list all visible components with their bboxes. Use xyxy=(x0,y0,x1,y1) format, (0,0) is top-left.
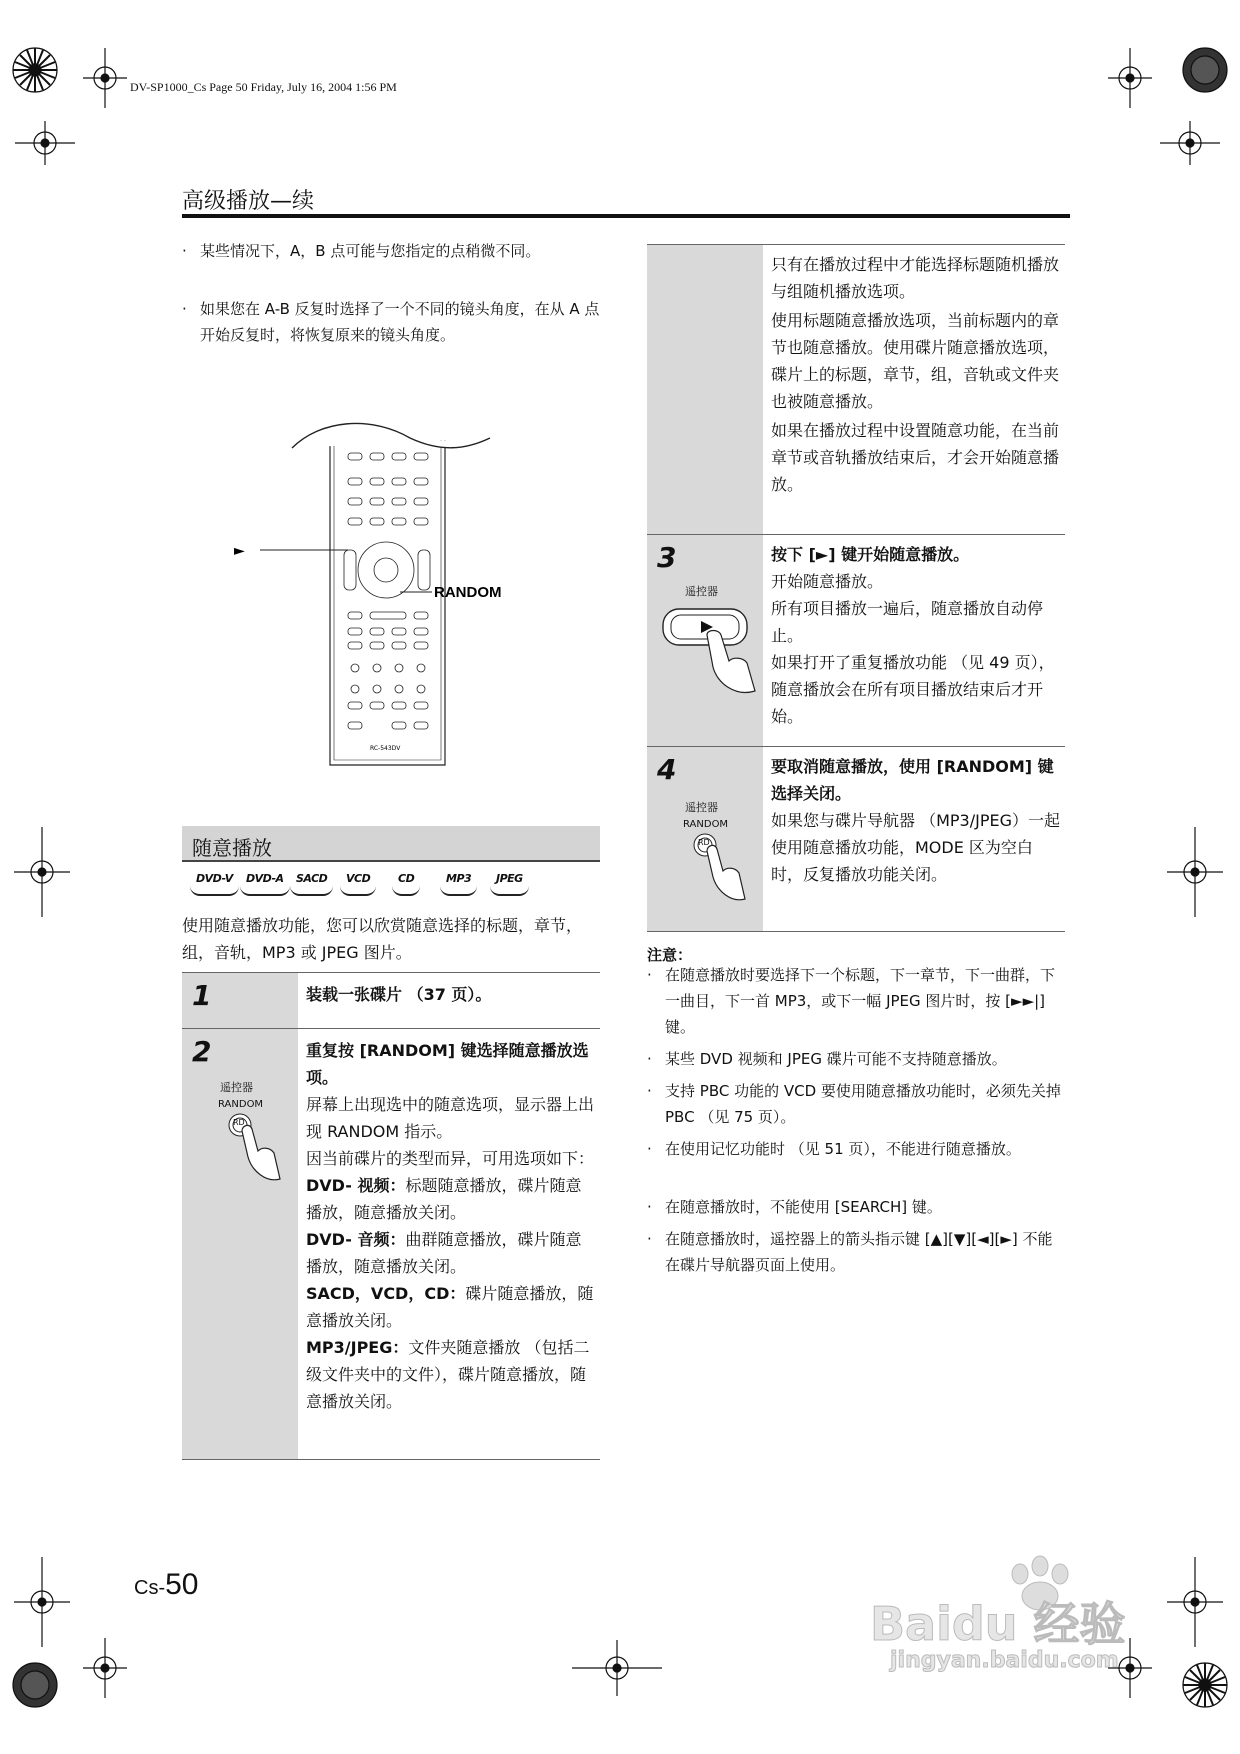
step-heading: 重复按 [RANDOM] 键选择随意播放选项。 xyxy=(306,1041,589,1087)
step-paragraph: 使用标题随意播放选项，当前标题内的章节也随意播放。使用碟片随意播放选项，碟片上的标题，章节，组，音轨或文件夹也被随意播放。 xyxy=(771,311,1060,411)
remote-label: 遥控器 xyxy=(220,1081,253,1094)
print-slug: DV-SP1000_Cs Page 50 Friday, July 16, 2004 1:56 PM xyxy=(130,80,397,94)
disc-badge-jpeg: JPEG xyxy=(490,872,529,896)
button-text: RD xyxy=(698,838,710,847)
step-heading: 按下 [►] 键开始随意播放。 xyxy=(771,545,970,564)
step-paragraph: 如果打开了重复播放功能 （见 49 页），随意播放会在所有项目播放结束后才开始。 xyxy=(771,653,1055,726)
registration-circle-icon xyxy=(1183,48,1227,92)
remote-label: 遥控器 xyxy=(685,801,718,814)
note-item: · 在随意播放时，遥控器上的箭头指示键 [▲][▼][◄][►] 不能在碟片导航器页面上使用。 xyxy=(647,1230,1053,1274)
step-3 xyxy=(647,534,1065,747)
step-4 xyxy=(647,746,1065,932)
button-label: RANDOM xyxy=(218,1099,264,1110)
note-item: · 在随意播放时，不能使用 [SEARCH] 键。 xyxy=(647,1198,942,1216)
play-button-hand-icon xyxy=(661,605,761,715)
note-item: · 支持 PBC 功能的 VCD 要使用随意播放功能时，必须先关掉 PBC （见 75 页）。 xyxy=(647,1082,1061,1126)
page-number: Cs-50 xyxy=(134,1568,199,1601)
step-paragraph: 只有在播放过程中才能选择标题随机播放与组随机播放选项。 xyxy=(771,255,1060,301)
disc-badge-vcd: VCD xyxy=(340,872,376,896)
disc-badge-cd: CD xyxy=(392,872,420,896)
note-item: · 在使用记忆功能时 （见 51 页），不能进行随意播放。 xyxy=(647,1140,1021,1158)
step-number: 1 xyxy=(192,979,212,1012)
remote-control-illustration xyxy=(234,420,590,780)
registration-circle-icon xyxy=(13,1663,57,1707)
notes-heading: 注意： xyxy=(647,946,693,964)
step-paragraph: 开始随意播放。 xyxy=(771,572,884,591)
step-2 xyxy=(182,1028,600,1460)
disc-badge-dvd-a: DVD-A xyxy=(240,872,290,896)
title-rule xyxy=(182,214,1070,218)
note-item: · 在随意播放时要选择下一个标题，下一章节，下一曲群，下一曲目，下一首 MP3，或下一幅 JPEG 图片时，按 [►►|] 键。 xyxy=(647,966,1056,1036)
registration-starburst-icon xyxy=(13,48,57,92)
step-1 xyxy=(182,972,600,1029)
step-number: 2 xyxy=(192,1035,212,1068)
button-text: RD xyxy=(233,1118,245,1127)
step-2-continued xyxy=(647,244,1065,535)
step-paragraph: 因当前碟片的类型而异，可用选项如下： xyxy=(306,1149,595,1168)
step-paragraph: 屏幕上出现选中的随意选项，显示器上出现 RANDOM 指示。 xyxy=(306,1095,595,1141)
random-intro: 使用随意播放功能，您可以欣赏随意选择的标题，章节，组，音轨，MP3 或 JPEG 图片。 xyxy=(182,916,583,962)
disc-badge-dvd-v: DVD-V xyxy=(190,872,239,896)
step-paragraph: 如果在播放过程中设置随意功能，在当前章节或音轨播放结束后，才会开始随意播放。 xyxy=(771,421,1060,494)
page-title: 高级播放—续 xyxy=(182,189,315,214)
button-label: RANDOM xyxy=(683,819,729,830)
watermark-url: jingyan.baidu.com xyxy=(890,1648,1119,1673)
section-title: 随意播放 xyxy=(192,836,272,860)
option-dvd-audio: DVD- 音频：曲群随意播放，碟片随意播放，随意播放关闭。 xyxy=(306,1230,582,1276)
option-mp3-jpeg: MP3/JPEG：文件夹随意播放 （包括二级文件夹中的文件），碟片随意播放，随意播放关闭。 xyxy=(306,1338,590,1411)
bullet-item: · 如果您在 A-B 反复时选择了一个不同的镜头角度，在从 A 点开始反复时，将恢复原来的镜头角度。 xyxy=(182,300,600,344)
step-text: 装载一张碟片 （37 页）。 xyxy=(306,985,492,1004)
watermark-brand: Baidu 经验 xyxy=(870,1597,1126,1651)
play-arrow-label: ► xyxy=(234,543,245,559)
disc-badge-sacd: SACD xyxy=(290,872,333,896)
step-number: 4 xyxy=(657,753,677,786)
random-callout-label: RANDOM xyxy=(434,584,502,601)
option-dvd-video: DVD- 视频：标题随意播放，碟片随意播放，随意播放关闭。 xyxy=(306,1176,582,1222)
step-number: 3 xyxy=(657,541,677,574)
random-button-hand-icon xyxy=(687,833,747,913)
bullet-item: · 某些情况下，A，B 点可能与您指定的点稍微不同。 xyxy=(182,242,541,260)
disc-badge-mp3: MP3 xyxy=(440,872,477,896)
registration-starburst-icon xyxy=(1183,1663,1227,1707)
option-sacd-vcd-cd: SACD，VCD，CD：碟片随意播放，随意播放关闭。 xyxy=(306,1284,594,1330)
note-item: · 某些 DVD 视频和 JPEG 碟片可能不支持随意播放。 xyxy=(647,1050,1007,1068)
step-paragraph: 如果您与碟片导航器 （MP3/JPEG）一起使用随意播放功能，MODE 区为空白时，反复播放功能关闭。 xyxy=(771,811,1060,884)
step-heading: 要取消随意播放，使用 [RANDOM] 键选择关闭。 xyxy=(771,757,1054,803)
random-button-hand-icon xyxy=(222,1113,282,1193)
step-paragraph: 所有项目播放一遍后，随意播放自动停止。 xyxy=(771,599,1044,645)
remote-model-label: RC-543DV xyxy=(370,745,401,752)
remote-label: 遥控器 xyxy=(685,585,718,598)
